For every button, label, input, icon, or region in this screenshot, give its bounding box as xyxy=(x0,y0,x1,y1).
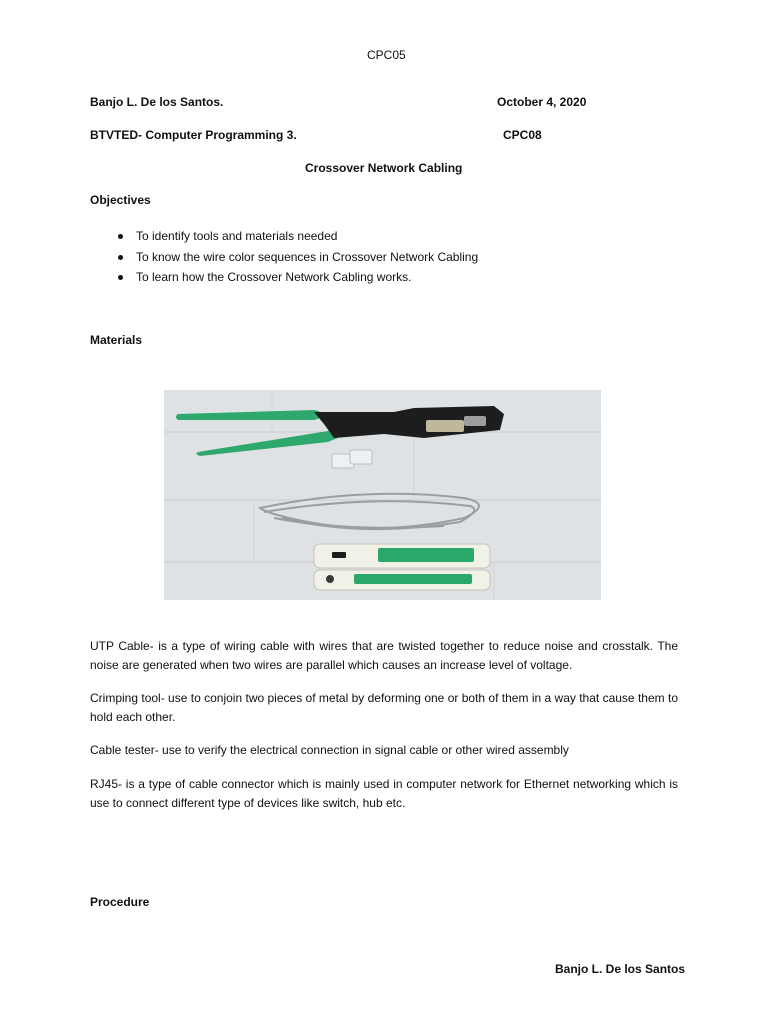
list-item: To know the wire color sequences in Crossover Network Cabling xyxy=(118,247,478,268)
list-item: To learn how the Crossover Network Cabling works. xyxy=(118,267,478,288)
cable-tester xyxy=(314,544,490,590)
course-name: BTVTED- Computer Programming 3. xyxy=(90,128,297,142)
materials-photo xyxy=(164,390,601,600)
footer-name: Banjo L. De los Santos xyxy=(555,962,686,976)
materials-heading: Materials xyxy=(90,333,143,347)
document-title: Crossover Network Cabling xyxy=(305,161,463,175)
objectives-heading: Objectives xyxy=(90,193,151,207)
procedure-heading: Procedure xyxy=(90,895,150,909)
course-code: CPC08 xyxy=(503,128,542,142)
list-item: To identify tools and materials needed xyxy=(118,226,478,247)
paragraph-crimping-tool: Crimping tool- use to conjoin two pieces of metal by deforming one or both of them in a way that cause them to hold each other. xyxy=(90,691,678,724)
paragraph-rj45: RJ45- is a type of cable connector which is mainly used in computer network for Ethernet networking which is use to connect different type of devices like switch, hub etc. xyxy=(90,777,678,810)
author-name: Banjo L. De los Santos. xyxy=(90,95,224,109)
header-code: CPC05 xyxy=(367,48,406,62)
paragraph-utp-cable: UTP Cable- is a type of wiring cable with wires that are twisted together to reduce noise and crosstalk. The noise are generated when two wires are parallel which causes an increase level of voltage. xyxy=(90,639,678,672)
objectives-list xyxy=(118,226,478,288)
document-date: October 4, 2020 xyxy=(497,95,587,109)
paragraph-cable-tester: Cable tester- use to verify the electrical connection in signal cable or other wired assembly xyxy=(90,743,569,757)
